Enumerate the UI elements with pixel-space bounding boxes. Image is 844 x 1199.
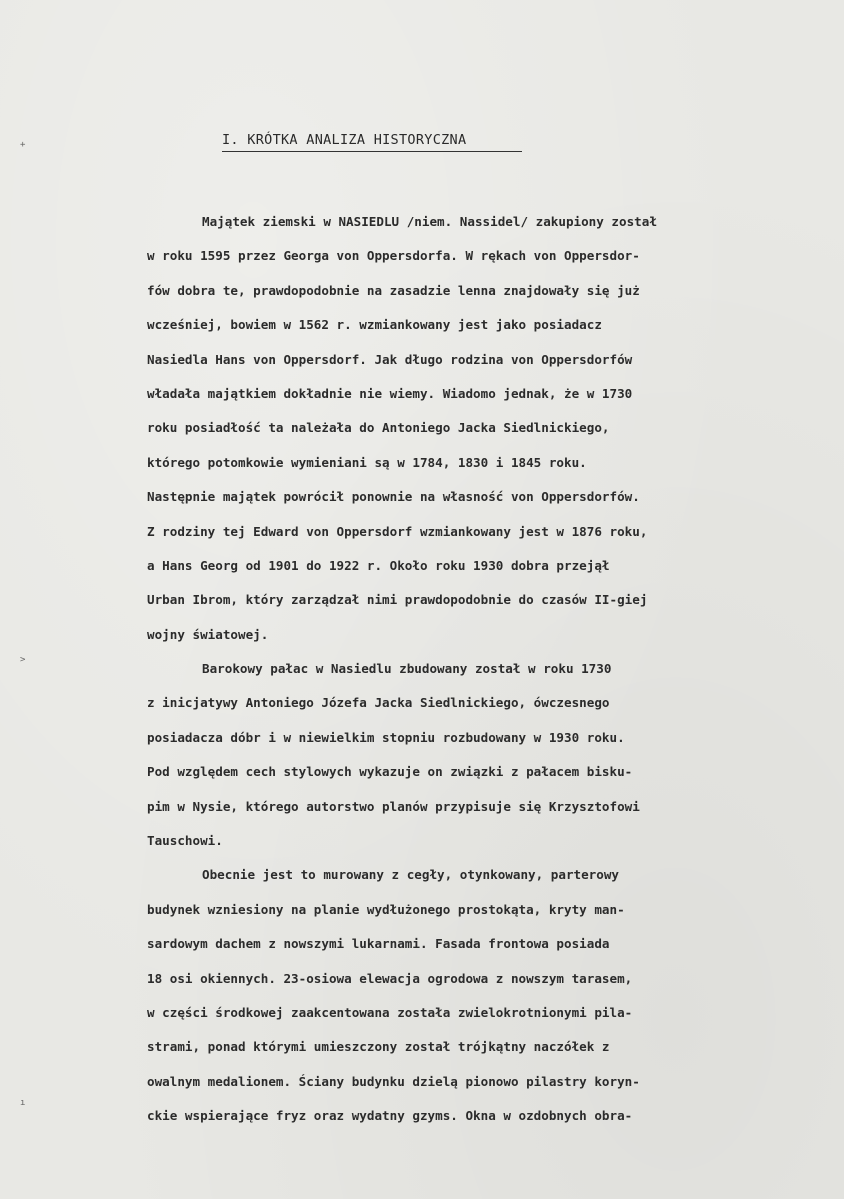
text-line: fów dobra te, prawdopodobnie na zasadzie lenna znajdowały się już — [147, 282, 640, 298]
text-line: Barokowy pałac w Nasiedlu zbudowany został w roku 1730 — [202, 661, 612, 677]
text-line: owalnym medalionem. Ściany budynku dzielą pionowo pilastry koryn- — [147, 1073, 640, 1089]
text-line: pim w Nysie, którego autorstwo planów przypisuje się Krzysztofowi — [147, 798, 640, 814]
margin-mark-top: + — [20, 140, 26, 150]
text-line: Urban Ibrom, który zarządzał nimi prawdopodobnie do czasów II-giej — [147, 592, 648, 608]
text-line: sardowym dachem z nowszymi lukarnami. Fasada frontowa posiada — [147, 936, 610, 952]
text-line: Majątek ziemski w NASIEDLU /niem. Nassidel/ zakupiony został — [202, 214, 657, 229]
section-heading: I. KRÓTKA ANALIZA HISTORYCZNA — [222, 132, 467, 148]
text-line: Pod względem cech stylowych wykazuje on związki z pałacem bisku- — [147, 764, 633, 780]
text-line: z inicjatywy Antoniego Józefa Jacka Siedlnickiego, ówczesnego — [147, 695, 610, 711]
heading-underline — [222, 151, 522, 152]
margin-mark-middle: > — [20, 655, 26, 665]
text-line: Nasiedla Hans von Oppersdorf. Jak długo rodzina von Oppersdorfów — [147, 351, 633, 367]
text-line: ckie wspierające fryz oraz wydatny gzyms. Okna w ozdobnych obra- — [147, 1108, 633, 1124]
text-line: a Hans Georg od 1901 do 1922 r. Około roku 1930 dobra przejął — [147, 557, 610, 573]
margin-mark-bottom: ı — [20, 1098, 26, 1108]
text-line: władała majątkiem dokładnie nie wiemy. Wiadomo jednak, że w 1730 — [147, 385, 633, 401]
text-line: Następnie majątek powrócił ponownie na własność von Oppersdorfów. — [147, 489, 640, 505]
text-line: 18 osi okiennych. 23-osiowa elewacja ogrodowa z nowszym tarasem, — [147, 970, 633, 986]
text-line: w części środkowej zaakcentowana została zwielokrotnionymi pila- — [147, 1004, 633, 1020]
body-text — [147, 205, 837, 1134]
text-line: roku posiadłość ta należała do Antoniego Jacka Siedlnickiego, — [147, 420, 610, 436]
text-line: Z rodziny tej Edward von Oppersdorf wzmiankowany jest w 1876 roku, — [147, 523, 648, 539]
text-line: strami, ponad którymi umieszczony został trójkątny naczółek z — [147, 1039, 610, 1055]
text-line: Tauschowi. — [147, 833, 223, 849]
text-line: wojny światowej. — [147, 626, 269, 642]
text-line: w roku 1595 przez Georga von Oppersdorfa. W rękach von Oppersdor- — [147, 248, 640, 264]
text-line: budynek wzniesiony na planie wydłużonego prostokąta, kryty man- — [147, 901, 625, 917]
text-line: którego potomkowie wymieniani są w 1784, 1830 i 1845 roku. — [147, 454, 587, 470]
text-line: wcześniej, bowiem w 1562 r. wzmiankowany jest jako posiadacz — [147, 317, 602, 333]
text-line: posiadacza dóbr i w niewielkim stopniu rozbudowany w 1930 roku. — [147, 729, 625, 745]
text-line: Obecnie jest to murowany z cegły, otynkowany, parterowy — [202, 867, 620, 883]
